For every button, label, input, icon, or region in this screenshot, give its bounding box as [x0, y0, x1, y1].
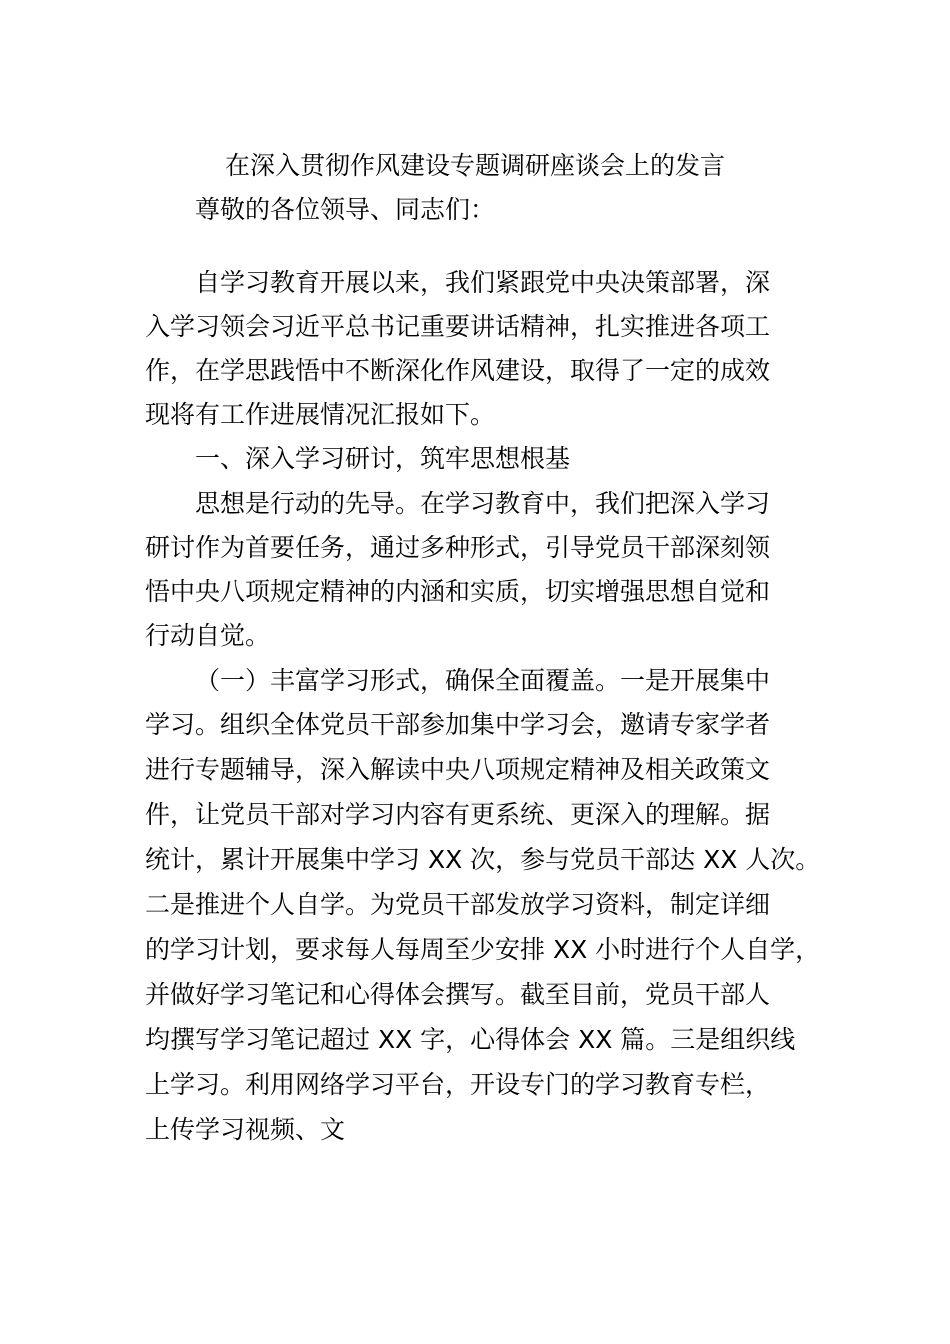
document-title: 在深入贯彻作风建设专题调研座谈会上的发言	[224, 151, 725, 180]
subsection-line: （一）丰富学习形式，确保全面覆盖。一是开展集中	[195, 666, 771, 695]
paragraph-line: 现将有工作进展情况汇报如下。	[145, 400, 496, 429]
salutation: 尊敬的各位领导、同志们：	[195, 195, 496, 224]
paragraph-line: 上学习。利用网络学习平台，开设专门的学习教育专栏，	[145, 1070, 771, 1099]
paragraph-line: 统计，累计开展集中学习 XX 次，参与党员干部达 XX 人次。	[145, 845, 821, 874]
paragraph-line: 入学习领会习近平总书记重要讲话精神，扎实推进各项工	[145, 312, 771, 341]
paragraph-line: 学习。组织全体党员干部参加集中学习会，邀请专家学者	[145, 710, 771, 739]
paragraph-line: 思想是行动的先导。在学习教育中，我们把深入学习	[195, 489, 771, 518]
paragraph-line: 行动自觉。	[145, 621, 271, 650]
paragraph-line: 作，在学思践悟中不断深化作风建设，取得了一定的成效	[145, 356, 771, 385]
paragraph-line: 自学习教育开展以来，我们紧跟党中央决策部署，深	[195, 268, 771, 297]
paragraph-line: 二是推进个人自学。为党员干部发放学习资料，制定详细	[145, 890, 771, 919]
paragraph-line: 件，让党员干部对学习内容有更系统、更深入的理解。据	[145, 800, 771, 829]
paragraph-line: 悟中央八项规定精神的内涵和实质，切实增强思想自觉和	[145, 577, 771, 606]
paragraph-line: 研讨作为首要任务，通过多种形式，引导党员干部深刻领	[145, 533, 771, 562]
paragraph-line: 均撰写学习笔记超过 XX 字，心得体会 XX 篇。三是组织线	[145, 1025, 796, 1054]
paragraph-line: 进行专题辅导，深入解读中央八项规定精神及相关政策文	[145, 755, 771, 784]
section-heading: 一、深入学习研讨，筑牢思想根基	[195, 444, 571, 473]
paragraph-line: 上传学习视频、文	[145, 1115, 346, 1144]
paragraph-line: 的学习计划，要求每人每周至少安排 XX 小时进行个人自学，	[145, 935, 821, 964]
paragraph-line: 并做好学习笔记和心得体会撰写。截至目前，党员干部人	[145, 980, 771, 1009]
